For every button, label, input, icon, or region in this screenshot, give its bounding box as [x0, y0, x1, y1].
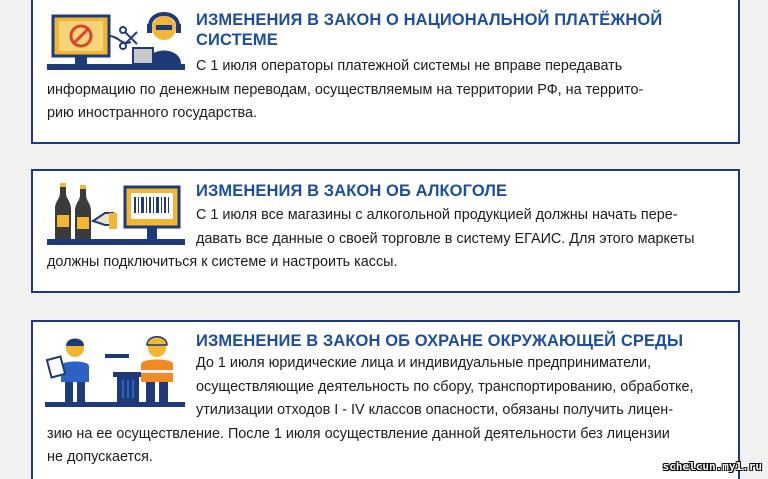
- section-body: [47, 352, 724, 470]
- title-line-2: СИСТЕМЕ: [196, 31, 278, 49]
- title-line-1: ИЗМЕНЕНИЯ В ЗАКОН ОБ АЛКОГОЛЕ: [196, 182, 508, 200]
- body-line-1: До 1 июля юридические лица и индивидуальные предприниматели,: [196, 355, 652, 371]
- section-body: [47, 55, 724, 126]
- law-card-alcohol: [31, 169, 740, 293]
- body-line-3: рию иностранного государства.: [47, 105, 257, 121]
- title-line-1: ИЗМЕНЕНИЯ В ЗАКОН О НАЦИОНАЛЬНОЙ ПЛАТЁЖНОЙ: [196, 11, 663, 29]
- section-body: [47, 204, 724, 275]
- law-card-environment: [31, 320, 740, 479]
- body-line-1: С 1 июля все магазины с алкогольной продукцией должны начать пере-: [196, 207, 678, 223]
- body-line-3: утилизации отходов I - IV классов опасности, обязаны получить лицен-: [196, 402, 673, 418]
- law-card-payment-system: [31, 0, 740, 144]
- body-line-2: информацию по денежным переводам, осуществляемым на территории РФ, на террито-: [47, 81, 644, 98]
- body-line-5: не допускается.: [47, 449, 153, 465]
- body-line-2: осуществляющие деятельность по сбору, транспортированию, обработке,: [196, 378, 694, 395]
- title-line-1: ИЗМЕНЕНИЕ В ЗАКОН ОБ ОХРАНЕ ОКРУЖАЮЩЕЙ СРЕДЫ: [196, 332, 684, 350]
- body-line-2: давать все данные о своей торговле в систему ЕГАИС. Для этого маркеты: [196, 230, 695, 247]
- body-line-1: С 1 июля операторы платежной системы не вправе передавать: [196, 58, 623, 74]
- section-title: [196, 181, 728, 201]
- section-title: [196, 331, 728, 351]
- body-line-3: должны подключиться к системе и настроить кассы.: [47, 254, 398, 270]
- body-line-4: зию на ее осуществление. После 1 июля осуществление данной деятельности без лицензии: [47, 425, 670, 442]
- watermark: schelcun.my1.ru: [662, 460, 762, 473]
- section-title: [196, 10, 728, 50]
